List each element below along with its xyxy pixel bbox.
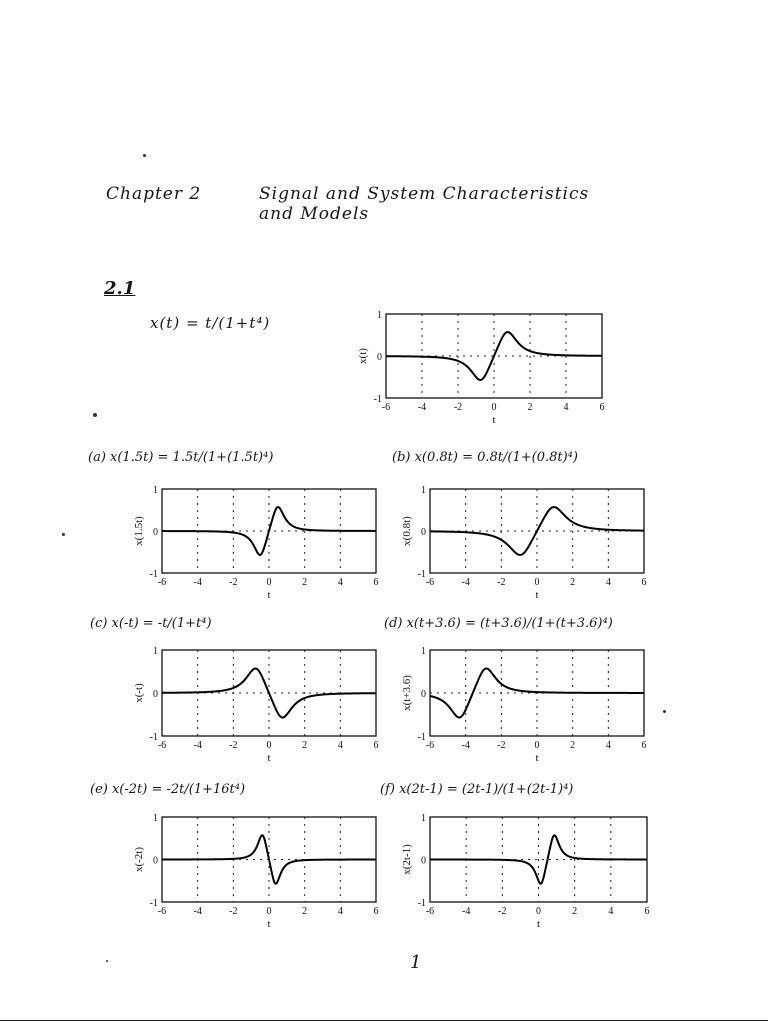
y-axis-label: x(-t) bbox=[133, 683, 145, 703]
x-axis-label: t bbox=[535, 752, 539, 764]
series-line-main bbox=[386, 332, 602, 380]
x-tick-label: 0 bbox=[536, 906, 541, 917]
chapter-heading: Chapter 2 bbox=[106, 184, 202, 204]
x-tick-label: 2 bbox=[572, 906, 578, 917]
x-tick-label: 6 bbox=[373, 740, 379, 751]
x-tick-label: -4 bbox=[193, 740, 202, 751]
x-tick-label: 6 bbox=[599, 402, 605, 413]
x-tick-label: 2 bbox=[302, 577, 308, 588]
x-tick-label: -6 bbox=[157, 740, 167, 751]
x-tick-label: 0 bbox=[534, 740, 540, 751]
y-axis-label: x(2t-1) bbox=[401, 844, 413, 875]
x-tick-label: -6 bbox=[381, 402, 391, 413]
x-tick-label: -2 bbox=[229, 740, 238, 751]
series-line-b bbox=[430, 507, 644, 555]
y-tick-label: 1 bbox=[421, 813, 426, 824]
caption-a: (a) x(1.5t) = 1.5t/(1+(1.5t)⁴) bbox=[88, 450, 274, 465]
y-axis-label: x(1.5t) bbox=[133, 516, 145, 546]
y-tick-label: -1 bbox=[417, 898, 426, 909]
y-tick-label: 0 bbox=[421, 689, 426, 700]
x-tick-label: 2 bbox=[570, 577, 576, 588]
x-axis-label: t bbox=[267, 918, 271, 930]
y-tick-label: 0 bbox=[421, 855, 426, 867]
x-tick-label: -4 bbox=[417, 402, 427, 413]
caption-d: (d) x(t+3.6) = (t+3.6)/(1+(t+3.6)⁴) bbox=[384, 616, 613, 631]
y-tick-label: 1 bbox=[421, 485, 426, 496]
x-tick-label: 0 bbox=[534, 577, 540, 588]
x-tick-label: 4 bbox=[608, 906, 614, 917]
x-tick-label: 2 bbox=[527, 402, 533, 413]
x-tick-label: 6 bbox=[644, 906, 650, 917]
caption-f: (f) x(2t-1) = (2t-1)/(1+(2t-1)⁴) bbox=[380, 782, 574, 797]
x-tick-label: -4 bbox=[461, 906, 471, 917]
y-tick-label: -1 bbox=[417, 732, 426, 743]
y-tick-label: 0 bbox=[153, 689, 158, 700]
y-tick-label: 1 bbox=[153, 813, 158, 824]
page-number: 1 bbox=[410, 952, 422, 973]
y-tick-label: -1 bbox=[149, 569, 158, 580]
y-axis-label: x(t) bbox=[357, 348, 369, 364]
y-axis-label: x(t+3.6) bbox=[401, 675, 413, 711]
x-tick-label: 2 bbox=[570, 740, 576, 751]
x-tick-label: 4 bbox=[337, 740, 343, 751]
x-tick-label: 6 bbox=[641, 740, 647, 751]
x-tick-label: -2 bbox=[453, 402, 463, 413]
x-axis-label: t bbox=[536, 918, 541, 930]
x-tick-label: 4 bbox=[605, 740, 611, 751]
y-tick-label: 1 bbox=[421, 646, 426, 657]
x-tick-label: 4 bbox=[337, 906, 343, 917]
x-axis-label: t bbox=[267, 589, 271, 601]
chapter-title-line2: and Models bbox=[259, 204, 370, 224]
y-tick-label: -1 bbox=[417, 569, 426, 580]
x-tick-label: 6 bbox=[641, 577, 647, 588]
x-tick-label: 0 bbox=[266, 906, 272, 917]
series-line-a bbox=[162, 507, 376, 555]
y-tick-label: 0 bbox=[377, 352, 382, 363]
problem-number: 2.1 bbox=[104, 278, 136, 299]
x-tick-label: -4 bbox=[193, 577, 202, 588]
y-axis-label: x(-2t) bbox=[133, 846, 145, 873]
x-tick-label: -2 bbox=[498, 906, 507, 917]
x-tick-label: -6 bbox=[425, 906, 435, 917]
y-tick-label: 1 bbox=[153, 485, 158, 496]
x-tick-label: -6 bbox=[157, 577, 167, 588]
x-tick-label: 0 bbox=[266, 577, 272, 588]
x-tick-label: -4 bbox=[461, 577, 470, 588]
series-line-e bbox=[162, 835, 376, 883]
series-line-c bbox=[162, 669, 376, 718]
main-equation: x(t) = t/(1+t⁴) bbox=[150, 314, 271, 332]
x-tick-label: 4 bbox=[563, 402, 569, 413]
x-tick-label: 0 bbox=[266, 740, 272, 751]
x-tick-label: -6 bbox=[425, 740, 435, 751]
x-tick-label: -2 bbox=[497, 740, 506, 751]
x-tick-label: -2 bbox=[229, 577, 238, 588]
x-tick-label: 6 bbox=[373, 906, 379, 917]
x-tick-label: -2 bbox=[497, 577, 506, 588]
x-tick-label: 4 bbox=[337, 577, 343, 588]
x-axis-label: t bbox=[492, 414, 496, 426]
caption-c: (c) x(-t) = -t/(1+t⁴) bbox=[90, 616, 212, 631]
x-tick-label: 2 bbox=[302, 906, 308, 917]
y-tick-label: 1 bbox=[153, 646, 158, 657]
x-tick-label: 6 bbox=[373, 577, 379, 588]
y-axis-label: x(0.8t) bbox=[401, 516, 413, 546]
x-tick-label: -4 bbox=[461, 740, 470, 751]
y-tick-label: 0 bbox=[421, 527, 426, 538]
series-line-d bbox=[430, 669, 644, 718]
x-tick-label: 0 bbox=[491, 402, 497, 413]
caption-e: (e) x(-2t) = -2t/(1+16t⁴) bbox=[90, 782, 246, 797]
x-tick-label: 4 bbox=[605, 577, 611, 588]
x-tick-label: -6 bbox=[425, 577, 435, 588]
x-tick-label: 2 bbox=[302, 740, 308, 751]
y-tick-label: 1 bbox=[377, 310, 382, 321]
x-tick-label: -2 bbox=[229, 906, 238, 917]
y-tick-label: -1 bbox=[149, 898, 158, 909]
x-tick-label: -6 bbox=[157, 906, 167, 917]
caption-b: (b) x(0.8t) = 0.8t/(1+(0.8t)⁴) bbox=[392, 450, 578, 465]
y-tick-label: -1 bbox=[149, 732, 158, 743]
x-axis-label: t bbox=[535, 589, 539, 601]
chapter-title-line1: Signal and System Characteristics bbox=[259, 184, 590, 204]
y-tick-label: -1 bbox=[373, 394, 382, 405]
x-axis-label: t bbox=[267, 752, 271, 764]
y-tick-label: 0 bbox=[153, 855, 158, 867]
x-tick-label: -4 bbox=[193, 906, 202, 917]
y-tick-label: 0 bbox=[153, 527, 158, 538]
